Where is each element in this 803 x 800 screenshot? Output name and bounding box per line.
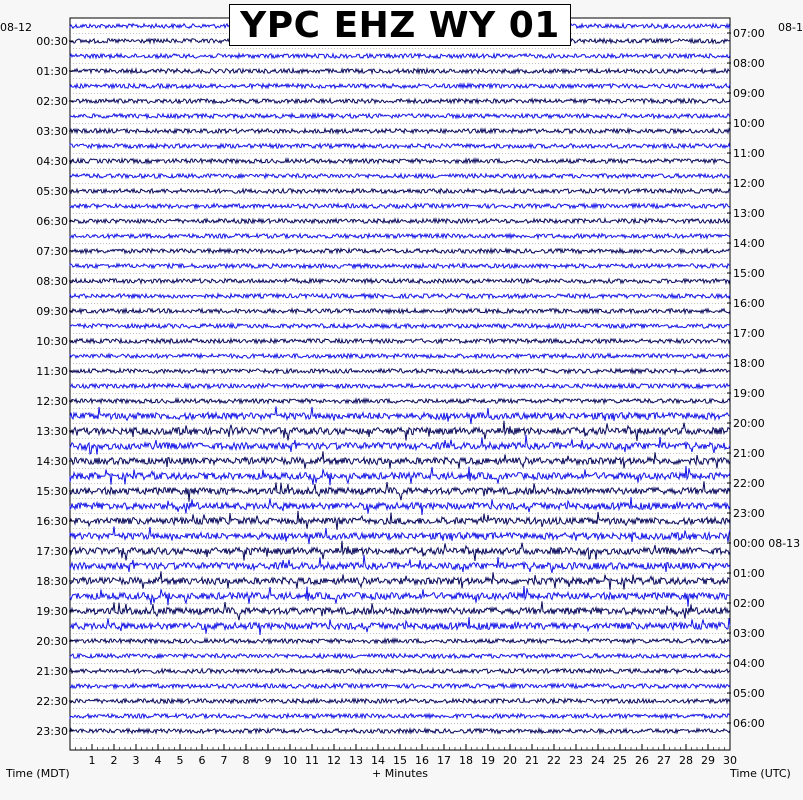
x-tick-label: 26 (635, 754, 649, 767)
x-tick-label: 4 (154, 754, 162, 767)
left-time-label: 00:30 (36, 35, 68, 48)
x-tick-label: 23 (569, 754, 583, 767)
right-time-label: 15:00 (733, 267, 765, 280)
date-right-label: 08-1 (778, 21, 803, 34)
chart-title-text: YPC EHZ WY 01 (240, 4, 560, 46)
left-time-label: 13:30 (36, 425, 68, 438)
left-time-label: 16:30 (36, 515, 68, 528)
right-time-label: 06:00 (733, 717, 765, 730)
x-tick-label: 29 (701, 754, 715, 767)
x-tick-label: 10 (283, 754, 297, 767)
x-tick-label: 25 (613, 754, 627, 767)
left-time-label: 12:30 (36, 395, 68, 408)
left-time-label: 07:30 (36, 245, 68, 258)
x-tick-label: 30 (723, 754, 737, 767)
x-tick-label: 13 (349, 754, 363, 767)
right-time-label: 03:00 (733, 627, 765, 640)
right-time-label: 12:00 (733, 177, 765, 190)
x-axis-label: + Minutes (372, 767, 429, 780)
right-time-label: 22:00 (733, 477, 765, 490)
right-time-label: 23:00 (733, 507, 765, 520)
left-time-label: 03:30 (36, 125, 68, 138)
right-time-label: 20:00 (733, 417, 765, 430)
x-tick-label: 1 (88, 754, 96, 767)
left-time-label: 06:30 (36, 215, 68, 228)
right-time-label: 14:00 (733, 237, 765, 250)
left-time-label: 23:30 (36, 725, 68, 738)
right-axis-label: Time (UTC) (730, 767, 791, 780)
right-time-label: 01:00 (733, 567, 765, 580)
x-tick-label: 2 (110, 754, 118, 767)
left-time-label: 21:30 (36, 665, 68, 678)
x-tick-label: 15 (393, 754, 407, 767)
x-tick-label: 22 (547, 754, 561, 767)
left-axis-label: Time (MDT) (6, 767, 70, 780)
right-time-label: 00:00 08-13 (733, 537, 801, 550)
x-tick-label: 21 (525, 754, 539, 767)
x-tick-label: 20 (503, 754, 517, 767)
right-time-label: 05:00 (733, 687, 765, 700)
right-time-label: 09:00 (733, 87, 765, 100)
right-time-label: 21:00 (733, 447, 765, 460)
x-tick-label: 14 (371, 754, 385, 767)
left-time-label: 15:30 (36, 485, 68, 498)
right-time-label: 02:00 (733, 597, 765, 610)
left-time-label: 22:30 (36, 695, 68, 708)
x-tick-label: 5 (176, 754, 184, 767)
left-time-label: 08:30 (36, 275, 68, 288)
x-tick-label: 17 (437, 754, 451, 767)
right-time-label: 10:00 (733, 117, 765, 130)
x-tick-label: 28 (679, 754, 693, 767)
x-tick-label: 19 (481, 754, 495, 767)
x-tick-label: 6 (198, 754, 206, 767)
right-time-label: 18:00 (733, 357, 765, 370)
left-time-label: 02:30 (36, 95, 68, 108)
left-time-label: 01:30 (36, 65, 68, 78)
x-tick-label: 27 (657, 754, 671, 767)
right-time-label: 11:00 (733, 147, 765, 160)
x-tick-label: 8 (242, 754, 250, 767)
x-tick-label: 7 (220, 754, 228, 767)
x-tick-label: 24 (591, 754, 605, 767)
x-tick-label: 3 (132, 754, 140, 767)
left-time-label: 20:30 (36, 635, 68, 648)
x-tick-label: 12 (327, 754, 341, 767)
left-time-label: 17:30 (36, 545, 68, 558)
date-left-label: 08-12 (0, 21, 32, 34)
x-tick-label: 11 (305, 754, 319, 767)
right-time-label: 17:00 (733, 327, 765, 340)
left-time-label: 09:30 (36, 305, 68, 318)
x-tick-label: 16 (415, 754, 429, 767)
left-time-label: 10:30 (36, 335, 68, 348)
x-tick-label: 9 (264, 754, 272, 767)
x-tick-label: 18 (459, 754, 473, 767)
left-time-label: 14:30 (36, 455, 68, 468)
left-time-label: 18:30 (36, 575, 68, 588)
right-time-label: 13:00 (733, 207, 765, 220)
chart-title (229, 4, 571, 46)
left-time-label: 05:30 (36, 185, 68, 198)
left-time-label: 11:30 (36, 365, 68, 378)
right-time-label: 19:00 (733, 387, 765, 400)
right-time-label: 07:00 (733, 27, 765, 40)
right-time-label: 16:00 (733, 297, 765, 310)
left-time-label: 19:30 (36, 605, 68, 618)
left-time-label: 04:30 (36, 155, 68, 168)
right-time-label: 08:00 (733, 57, 765, 70)
right-time-label: 04:00 (733, 657, 765, 670)
